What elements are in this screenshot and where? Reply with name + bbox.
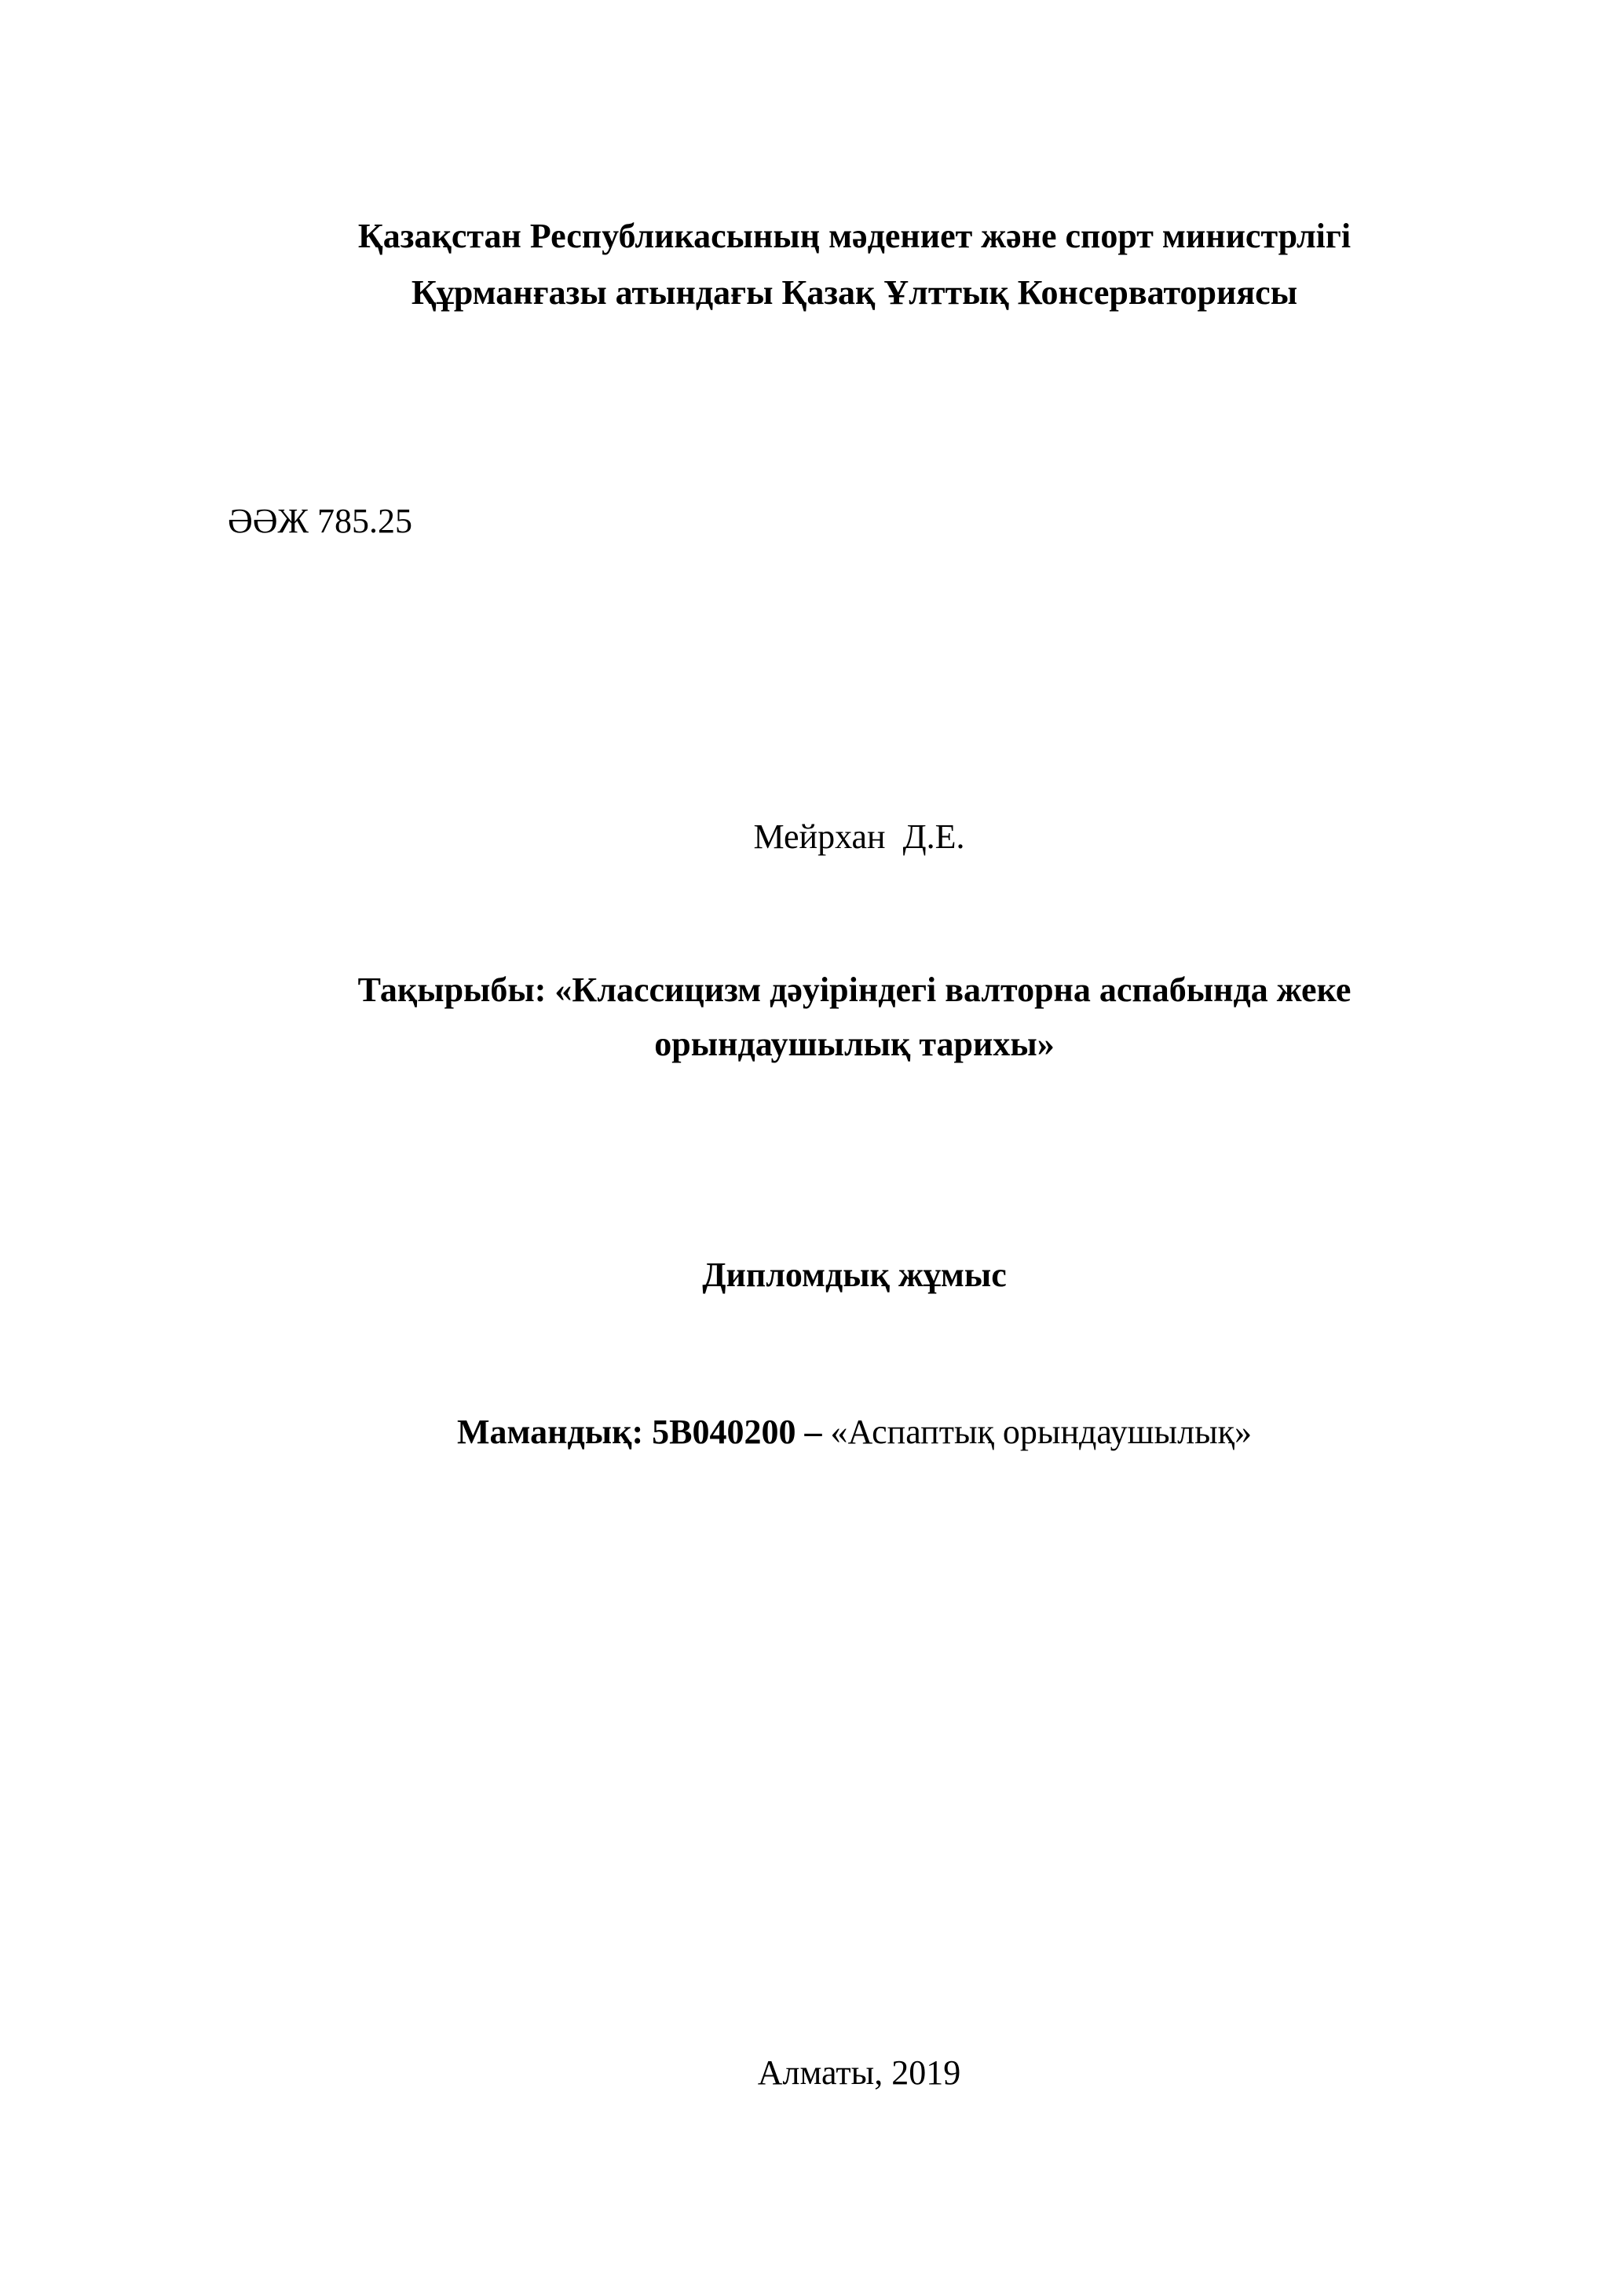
specialty-name: «Аспаптық орындаушылық» bbox=[821, 1413, 1253, 1451]
author-name: Мейрхан Д.Е. bbox=[753, 817, 965, 856]
work-type-heading: Дипломдық жұмыс bbox=[702, 1256, 1007, 1294]
topic-title-line-1: Тақырыбы: «Классицизм дәуіріндегі валторна аспабында жеке bbox=[357, 971, 1352, 1009]
ministry-heading: Қазақстан Республикасының мәдениет және спорт министрлігі bbox=[357, 217, 1352, 255]
city-year: Алматы, 2019 bbox=[757, 2053, 961, 2092]
specialty-line bbox=[42, 1410, 1624, 1454]
conservatory-heading: Құрманғазы атындағы Қазақ Ұлттық Консерваториясы bbox=[411, 273, 1298, 312]
specialty-label: Мамандық: 5В040200 – bbox=[456, 1413, 822, 1451]
udc-code: ӘӘЖ 785.25 bbox=[228, 502, 412, 540]
topic-title-line-2: орындаушылық тарихы» bbox=[654, 1025, 1055, 1063]
